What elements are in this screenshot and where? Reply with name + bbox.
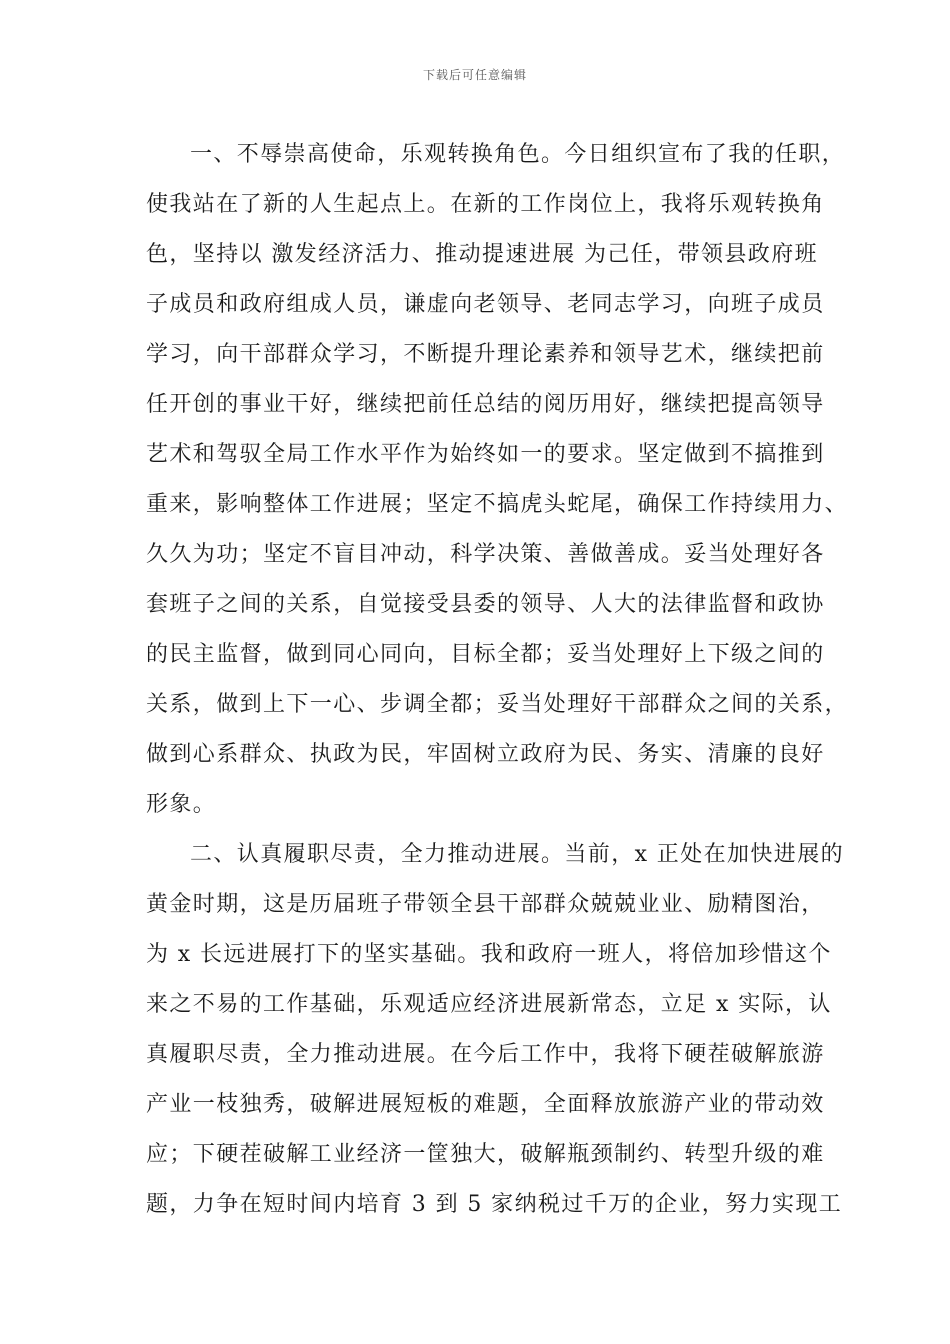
paragraph-2-line: 来之不易的工作基础，乐观适应经济进展新常态，立足 x 实际，认 xyxy=(146,992,832,1017)
paragraph-1-line: 一、不辱崇高使命，乐观转换角色。今日组织宣布了我的任职， xyxy=(190,142,846,167)
paragraph-2-line: 为 x 长远进展打下的坚实基础。我和政府一班人，将倍加珍惜这个 xyxy=(146,942,832,967)
download-note: 下载后可任意编辑 xyxy=(422,68,527,82)
paragraph-2-line: 应；下硬茬破解工业经济一筐独大，破解瓶颈制约、转型升级的难 xyxy=(146,1142,825,1167)
document-body xyxy=(146,130,849,1230)
paragraph-1-line: 学习，向干部群众学习，不断提升理论素养和领导艺术，继续把前 xyxy=(146,342,825,367)
paragraph-2-line: 真履职尽责，全力推动进展。在今后工作中，我将下硬茬破解旅游 xyxy=(146,1042,825,1067)
paragraph-2-line: 二、认真履职尽责，全力推动进展。当前，x 正处在加快进展的 xyxy=(190,842,845,867)
paragraph-1-line: 子成员和政府组成人员，谦虚向老领导、老同志学习，向班子成员 xyxy=(146,292,825,317)
paragraph-1-line: 做到心系群众、执政为民，牢固树立政府为民、务实、清廉的良好 xyxy=(146,742,825,767)
paragraph-2-line: 黄金时期，这是历届班子带领全县干部群众兢兢业业、励精图治， xyxy=(146,892,825,917)
paragraph-1-line: 套班子之间的关系，自觉接受县委的领导、人大的法律监督和政协 xyxy=(146,592,825,617)
paragraph-1-line: 任开创的事业干好，继续把前任总结的阅历用好，继续把提高领导 xyxy=(146,392,825,417)
paragraph-1-line: 使我站在了新的人生起点上。在新的工作岗位上，我将乐观转换角 xyxy=(146,192,825,217)
paragraph-1-line: 久久为功；坚定不盲目冲动，科学决策、善做善成。妥当处理好各 xyxy=(146,542,825,567)
paragraph-1-line: 形象。 xyxy=(146,792,217,817)
paragraph-2-line: 产业一枝独秀，破解进展短板的难题，全面释放旅游产业的带动效 xyxy=(146,1092,825,1117)
paragraph-1-line: 色，坚持以 激发经济活力、推动提速进展 为己任，带领县政府班 xyxy=(146,242,818,267)
paragraph-1-line: 艺术和驾驭全局工作水平作为始终如一的要求。坚定做到不搞推到 xyxy=(146,442,825,467)
paragraph-2-line: 题，力争在短时间内培育 3 到 5 家纳税过千万的企业，努力实现工 xyxy=(146,1192,843,1217)
paragraph-1-line: 关系，做到上下一心、步调全都；妥当处理好干部群众之间的关系， xyxy=(146,692,849,717)
paragraph-1-line: 重来，影响整体工作进展；坚定不搞虎头蛇尾，确保工作持续用力、 xyxy=(146,492,849,517)
paragraph-1-line: 的民主监督，做到同心同向，目标全都；妥当处理好上下级之间的 xyxy=(146,642,825,667)
